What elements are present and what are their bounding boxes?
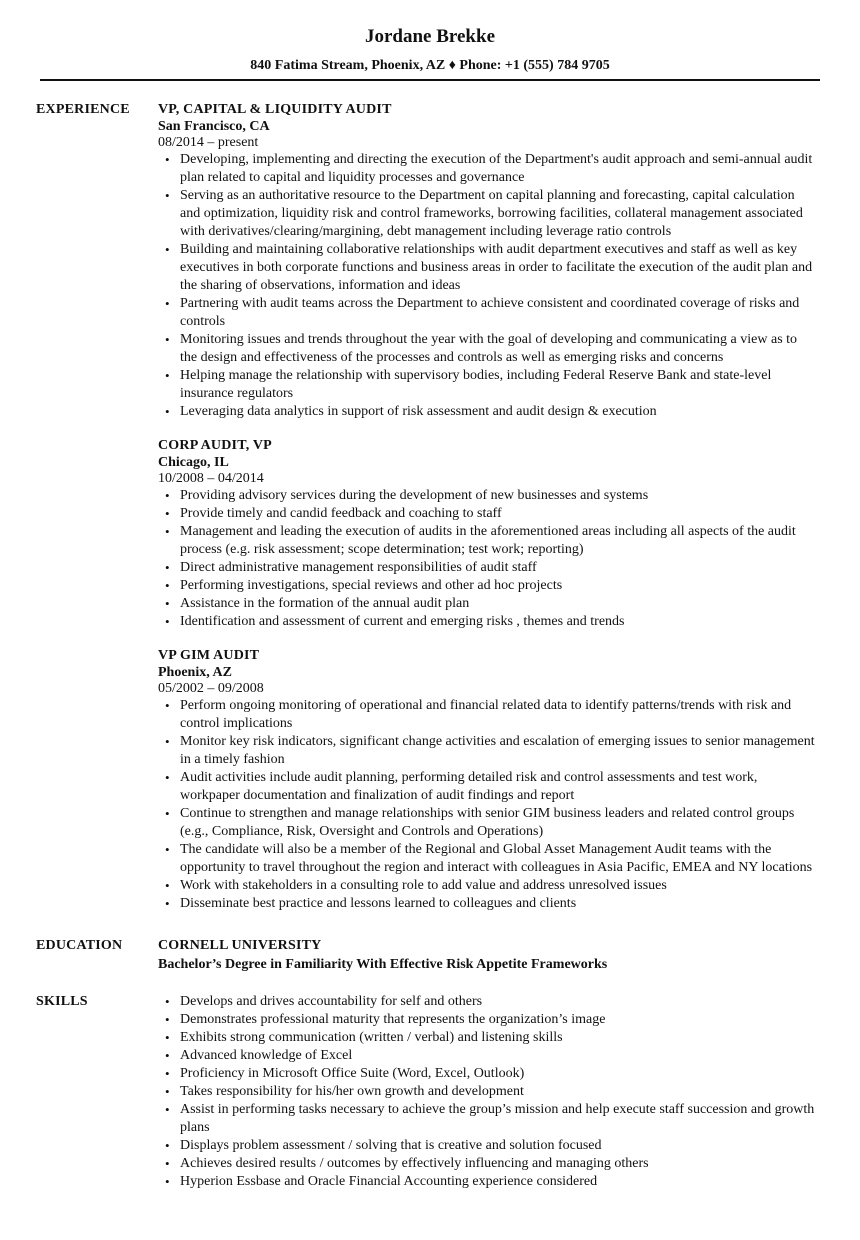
list-item: • Takes responsibility for his/her own growth and development — [158, 1083, 816, 1101]
job-title: VP, CAPITAL & LIQUIDITY AUDIT — [158, 102, 392, 117]
job-bullets — [158, 697, 816, 913]
job-entry — [158, 647, 816, 913]
list-item: • Proficiency in Microsoft Office Suite (Word, Excel, Outlook) — [158, 1065, 816, 1083]
list-item: • Develops and drives accountability for self and others — [158, 993, 816, 1011]
candidate-name: Jordane Brekke — [364, 26, 495, 47]
list-item: • Serving as an authoritative resource to the Department on capital planning and forecasting, capital calculation and optimization, liquidity risk and control frameworks, borrowing facilities, collateral management associated with derivatives/clearing/margining, debt management including leverage ratio controls — [158, 187, 816, 241]
list-item: • Exhibits strong communication (written / verbal) and listening skills — [158, 1029, 816, 1047]
list-item: • Developing, implementing and directing the execution of the Department's audit approach and semi-annual audit plan related to capital and liquidity processes and governance — [158, 151, 816, 187]
job-location: Phoenix, AZ — [158, 665, 232, 680]
job-bullets — [158, 151, 816, 421]
list-item: • Audit activities include audit planning, performing detailed risk and control assessments and test work, workpaper documentation and finalization of audit findings and report — [158, 769, 816, 805]
list-item: • Providing advisory services during the development of new businesses and systems — [158, 487, 816, 505]
list-item: • Partnering with audit teams across the Department to achieve consistent and coordinated coverage of risks and controls — [158, 295, 816, 331]
list-item: • Disseminate best practice and lessons learned to colleagues and clients — [158, 895, 816, 913]
list-item: • Displays problem assessment / solving that is creative and solution focused — [158, 1137, 816, 1155]
list-item: • Hyperion Essbase and Oracle Financial Accounting experience considered — [158, 1173, 816, 1191]
job-location: San Francisco, CA — [158, 119, 270, 134]
list-item: • Monitoring issues and trends throughout the year with the goal of developing and communicating a view as to the design and effectiveness of the processes and controls as well as emerging risks and concerns — [158, 331, 816, 367]
resume-header — [0, 0, 860, 74]
list-item: • Building and maintaining collaborative relationships with audit department executives and staff as well as key executives in both corporate functions and business areas in order to facilitate the execution of the audit plan and the sharing of observations, information and ideas — [158, 241, 816, 295]
job-title: CORP AUDIT, VP — [158, 438, 272, 453]
skills-section — [0, 993, 860, 1191]
list-item: • Advanced knowledge of Excel — [158, 1047, 816, 1065]
job-dates: 08/2014 – present — [158, 135, 259, 150]
list-item: • Monitor key risk indicators, significant change activities and escalation of emerging issues to senior management in a timely fashion — [158, 733, 816, 769]
degree-name: Bachelor’s Degree in Familiarity With Effective Risk Appetite Frameworks — [158, 957, 608, 972]
skills-list — [158, 993, 816, 1191]
list-item: • Continue to strengthen and manage relationships with senior GIM business leaders and related control groups (e.g., Compliance, Risk, Oversight and Controls and Operations) — [158, 805, 816, 841]
list-item: • Achieves desired results / outcomes by effectively influencing and managing others — [158, 1155, 816, 1173]
job-dates: 05/2002 – 09/2008 — [158, 681, 264, 696]
list-item: • Leveraging data analytics in support of risk assessment and audit design & execution — [158, 403, 816, 421]
job-entry — [158, 101, 816, 421]
job-entry — [158, 437, 816, 631]
list-item: • Demonstrates professional maturity that represents the organization’s image — [158, 1011, 816, 1029]
job-bullets — [158, 487, 816, 631]
education-section — [0, 937, 860, 975]
list-item: • Performing investigations, special reviews and other ad hoc projects — [158, 577, 816, 595]
experience-heading: EXPERIENCE — [36, 102, 130, 117]
list-item: • Work with stakeholders in a consulting role to add value and address unresolved issues — [158, 877, 816, 895]
list-item: • Assist in performing tasks necessary to achieve the group’s mission and help execute staff succession and growth plans — [158, 1101, 816, 1137]
contact-line: 840 Fatima Stream, Phoenix, AZ ♦ Phone: +1 (555) 784 9705 — [250, 58, 610, 73]
list-item: • The candidate will also be a member of the Regional and Global Asset Management Audit teams with the opportunity to travel throughout the region and interact with colleagues in Asia Pacific, EMEA and NY locations — [158, 841, 816, 877]
job-title: VP GIM AUDIT — [158, 648, 260, 663]
job-dates: 10/2008 – 04/2014 — [158, 471, 264, 486]
list-item: • Identification and assessment of current and emerging risks , themes and trends — [158, 613, 816, 631]
list-item: • Assistance in the formation of the annual audit plan — [158, 595, 816, 613]
list-item: • Direct administrative management responsibilities of audit staff — [158, 559, 816, 577]
school-name: CORNELL UNIVERSITY — [158, 938, 322, 953]
experience-section — [0, 101, 860, 913]
skills-heading: SKILLS — [36, 994, 88, 1009]
job-location: Chicago, IL — [158, 455, 229, 470]
list-item: • Management and leading the execution of audits in the aforementioned areas including all aspects of the audit process (e.g. risk assessment; scope determination; test work; reporting) — [158, 523, 816, 559]
list-item: • Provide timely and candid feedback and coaching to staff — [158, 505, 816, 523]
header-divider — [40, 79, 820, 81]
list-item: • Helping manage the relationship with supervisory bodies, including Federal Reserve Bank and state-level insurance regulators — [158, 367, 816, 403]
list-item: • Perform ongoing monitoring of operational and financial related data to identify patterns/trends with risk and control implications — [158, 697, 816, 733]
education-heading: EDUCATION — [36, 938, 123, 953]
